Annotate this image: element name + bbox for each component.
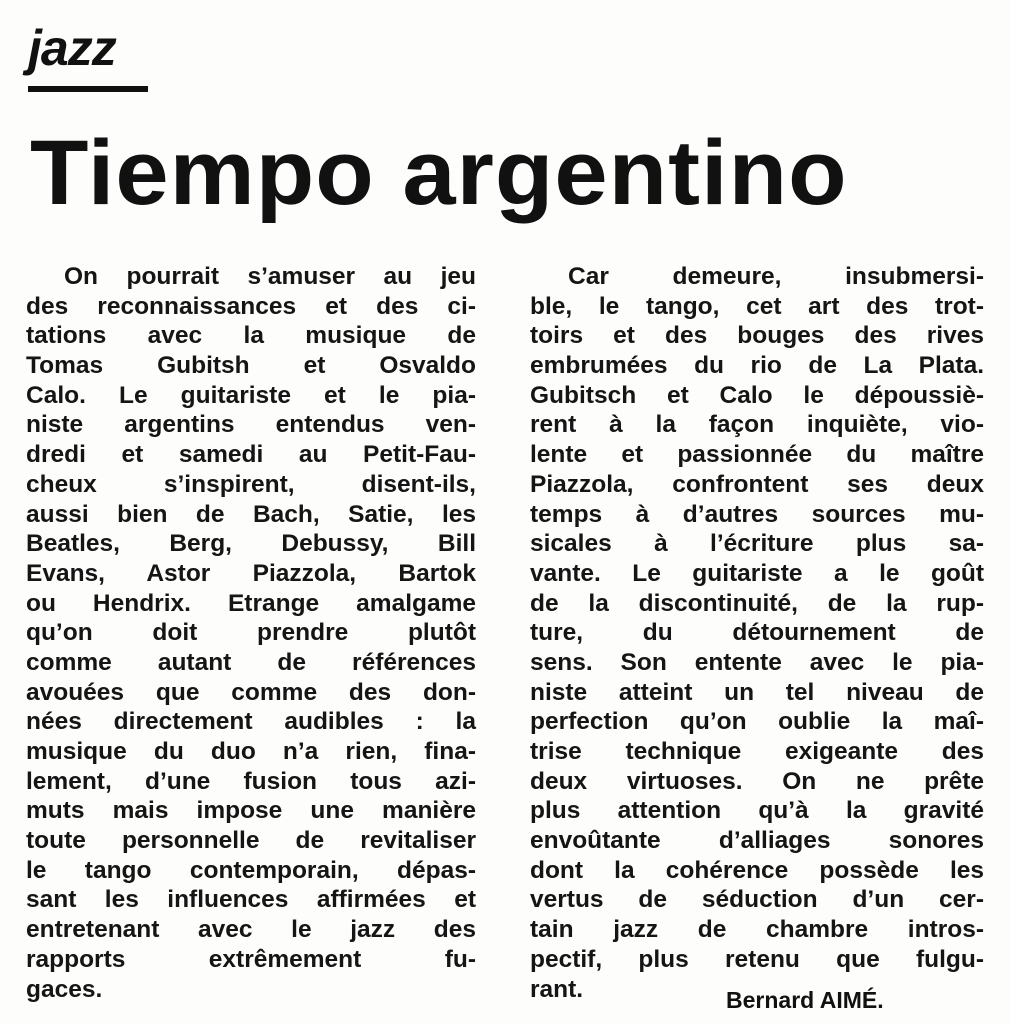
text-line: Calo. Le guitariste et le pia- [26, 381, 476, 409]
text-line: muts mais impose une manière [26, 797, 476, 825]
text-line: embrumées du rio de La Plata. [530, 352, 984, 380]
text-line: rapports extrêmement fu- [26, 945, 476, 973]
text-line: Evans, Astor Piazzola, Bartok [26, 559, 476, 587]
text-line: des reconnaissances et des ci- [26, 292, 476, 320]
article-column-left [26, 262, 476, 1004]
article-column-right [530, 262, 984, 1004]
text-line: sicales à l’écriture plus sa- [530, 530, 984, 558]
text-line: toute personnelle de revitaliser [26, 827, 476, 855]
text-line: tain jazz de chambre intros- [530, 916, 984, 944]
text-line: comme autant de références [26, 648, 476, 676]
text-line: lement, d’une fusion tous azi- [26, 767, 476, 795]
text-line: ble, le tango, cet art des trot- [530, 292, 984, 320]
text-line: toirs et des bouges des rives [530, 322, 984, 350]
text-line: qu’on doit prendre plutôt [26, 619, 476, 647]
text-line: niste atteint un tel niveau de [530, 678, 984, 706]
text-line: rent à la façon inquiète, vio- [530, 411, 984, 439]
section-rubric: jazz [28, 20, 116, 76]
text-line: ou Hendrix. Etrange amalgame [26, 589, 476, 617]
text-line: vertus de séduction d’un cer- [530, 886, 984, 914]
text-line: sant les influences affirmées et [26, 886, 476, 914]
text-line: On pourrait s’amuser au jeu [64, 263, 476, 290]
text-line: entretenant avec le jazz des [26, 916, 476, 944]
rubric-underline [28, 86, 148, 92]
text-line: dredi et samedi au Petit-Fau- [26, 441, 476, 469]
text-line: cheux s’inspirent, disent-ils, [26, 470, 476, 498]
text-line: sens. Son entente avec le pia- [530, 648, 984, 676]
text-line: gaces. [26, 975, 103, 1003]
text-line: deux virtuoses. On ne prête [530, 767, 984, 795]
text-line: rant. [530, 975, 584, 1003]
text-line: ture, du détournement de [530, 619, 984, 647]
text-line: Gubitsch et Calo le dépoussiè- [530, 381, 984, 409]
text-line: temps à d’autres sources mu- [530, 500, 984, 528]
text-line: musique du duo n’a rien, fina- [26, 738, 476, 765]
text-line: perfection qu’on oublie la maî- [530, 708, 984, 736]
text-line: tations avec la musique de [26, 322, 476, 350]
text-line: envoûtante d’alliages sonores [530, 827, 984, 855]
text-line: Tomas Gubitsh et Osvaldo [26, 352, 476, 380]
text-line: vante. Le guitariste a le goût [530, 559, 984, 587]
text-line: le tango contemporain, dépas- [26, 856, 476, 884]
text-line: trise technique exigeante des [530, 738, 984, 765]
text-line: Piazzola, confrontent ses deux [530, 470, 984, 498]
text-line: lente et passionnée du maître [530, 441, 984, 469]
text-line: Beatles, Berg, Debussy, Bill [26, 530, 476, 558]
article-headline: Tiempo argentino [30, 122, 848, 224]
text-line: plus attention qu’à la gravité [530, 797, 984, 825]
text-line: niste argentins entendus ven- [26, 411, 476, 439]
text-line: dont la cohérence possède les [530, 856, 984, 884]
text-line: de la discontinuité, de la rup- [530, 589, 984, 617]
text-line: Car demeure, insubmersi- [568, 263, 984, 290]
text-line: aussi bien de Bach, Satie, les [26, 500, 476, 528]
text-line: avouées que comme des don- [26, 678, 476, 706]
author-signature: Bernard AIMÉ. [726, 987, 884, 1013]
text-line: nées directement audibles : la [26, 708, 476, 736]
text-line: pectif, plus retenu que fulgu- [530, 945, 984, 973]
